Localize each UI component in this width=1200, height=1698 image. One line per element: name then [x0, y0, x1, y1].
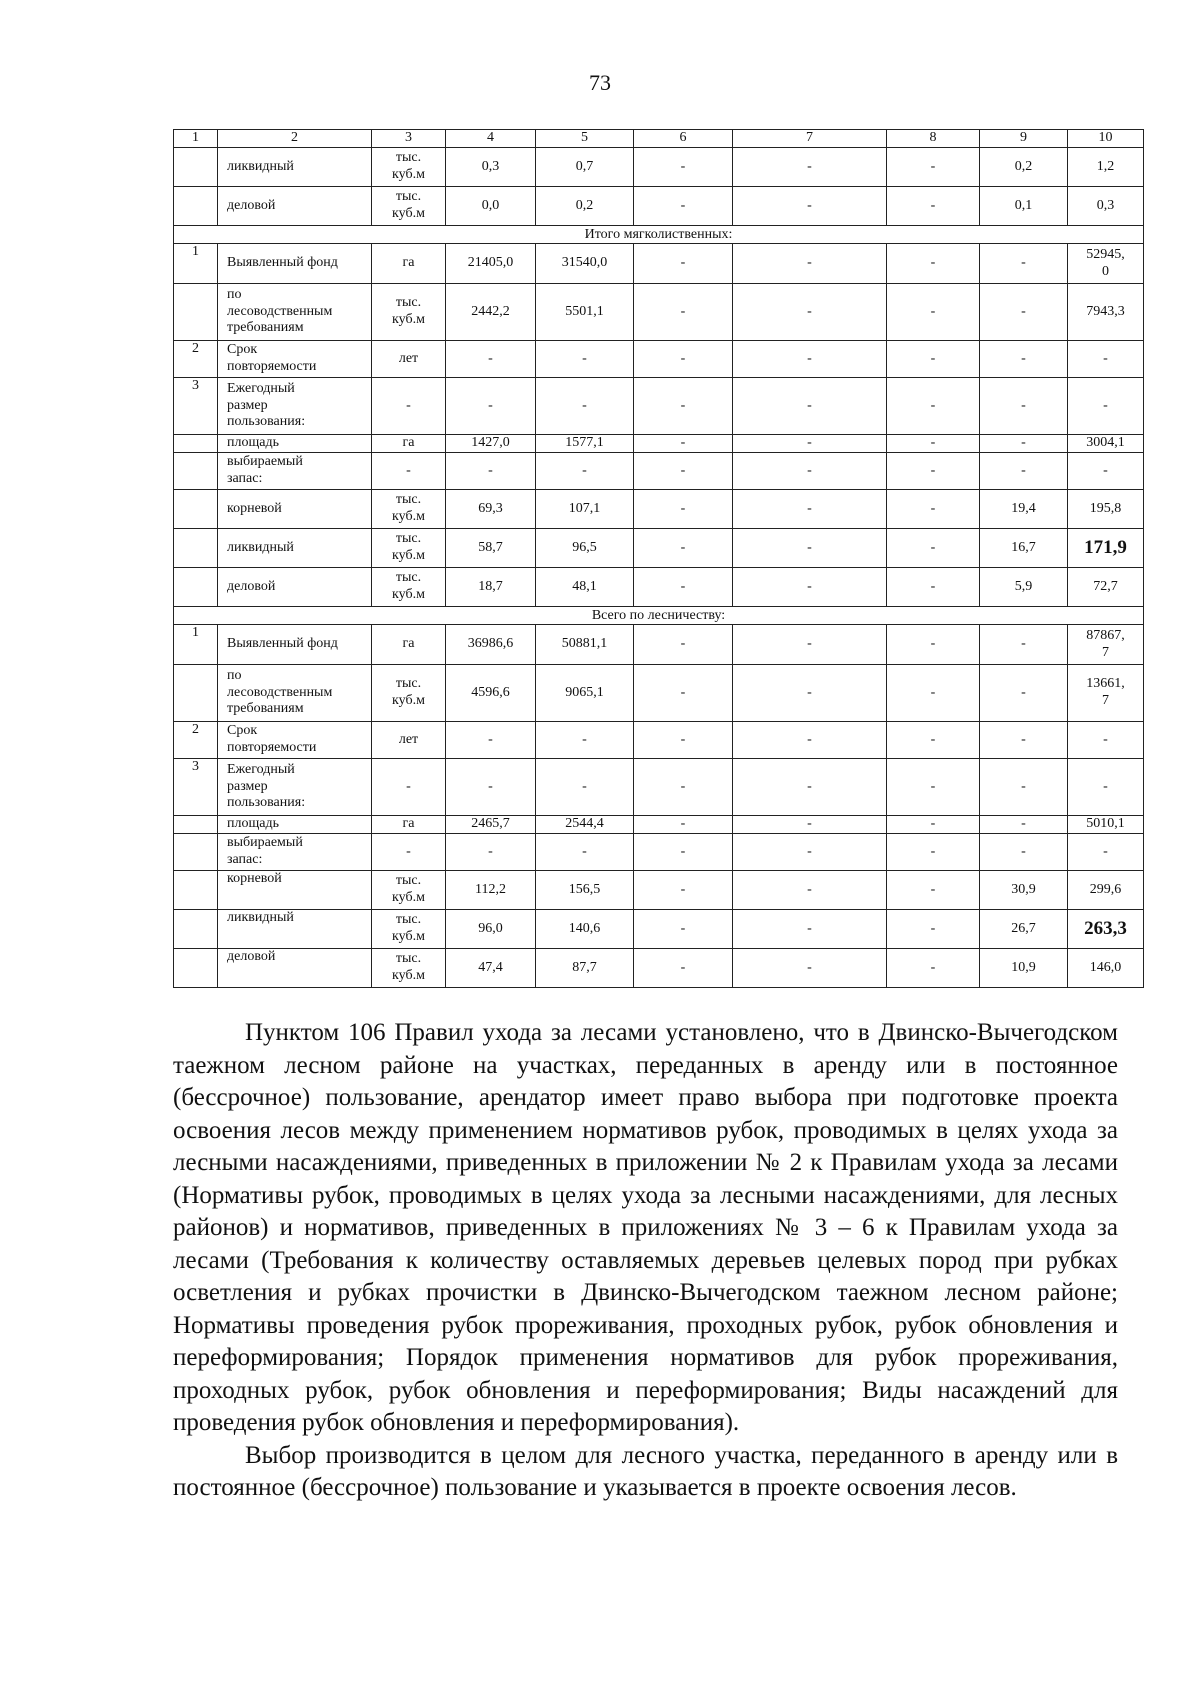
header-cell: 9	[980, 130, 1068, 148]
table-row	[174, 187, 1144, 226]
table-cell: 0,3	[1068, 187, 1144, 226]
table-cell: -	[634, 625, 733, 665]
table-cell: -	[733, 816, 887, 834]
page-number: 73	[589, 70, 611, 95]
table-cell: -	[733, 187, 887, 226]
table-cell: тыс. куб.м	[372, 949, 446, 988]
table-cell: -	[733, 529, 887, 568]
paragraph: Пунктом 106 Правил ухода за лесами установлено, что в Двинско-Вычегодском таежном лесном районе на участках, переданных в аренду или в постоянное (бессрочное) пользование, арендатор имеет право выбора при подготовке проекта освоения лесов между применением нормативов рубок, проводимых в целях ухода за лесными насаждениями, приведенных в приложении № 2 к Правилам ухода за лесами (Нормативы рубок, проводимых в целях ухода за лесными насаждениями, для лесных районов) и нормативов, приведенных в приложениях № 3 – 6 к Правилам ухода за лесами (Требования к количеству оставляемых деревьев целевых пород при рубках осветления и рубках прочистки в Двинско-Вычегодском таежном лесном районе; Нормативы проведения рубок прореживания, проходных рубок, рубок обновления и переформирования; Порядок применения нормативов для рубок прореживания, проходных рубок, рубок обновления и переформирования; Виды насаждений для проведения рубок обновления и переформирования).	[173, 1019, 1118, 1436]
table-row	[174, 910, 1144, 949]
table-cell: -	[733, 625, 887, 665]
table-cell: -	[887, 284, 980, 341]
table-cell: 31540,0	[536, 244, 634, 284]
table-cell: -	[887, 625, 980, 665]
row-label-cell: по лесоводственным требованиям	[218, 665, 372, 722]
table-cell: -	[634, 722, 733, 759]
row-label-cell: корневой	[218, 490, 372, 529]
table-cell: -	[446, 378, 536, 435]
table-cell: -	[634, 187, 733, 226]
table-cell: 9065,1	[536, 665, 634, 722]
row-label-cell: Срок повторяемости	[218, 341, 372, 378]
table-cell: -	[980, 759, 1068, 816]
table-cell: 5010,1	[1068, 816, 1144, 834]
table-cell: -	[733, 148, 887, 187]
header-cell: 7	[733, 130, 887, 148]
table-cell: -	[733, 834, 887, 871]
table-cell: -	[980, 834, 1068, 871]
table-cell: -	[634, 244, 733, 284]
table-cell: -	[634, 949, 733, 988]
row-number-cell: 1	[174, 625, 218, 665]
table-cell: тыс. куб.м	[372, 284, 446, 341]
table-cell: -	[634, 490, 733, 529]
table-cell: -	[887, 529, 980, 568]
table-cell: 1577,1	[536, 435, 634, 453]
table-cell: тыс. куб.м	[372, 910, 446, 949]
table-cell: 26,7	[980, 910, 1068, 949]
row-label-cell: деловой	[218, 949, 372, 988]
table-cell: -	[536, 341, 634, 378]
row-number-cell	[174, 816, 218, 834]
table-cell: 5,9	[980, 568, 1068, 607]
row-label-cell: Срок повторяемости	[218, 722, 372, 759]
table-cell: -	[980, 722, 1068, 759]
table-row	[174, 148, 1144, 187]
header-cell: 2	[218, 130, 372, 148]
row-number-cell: 1	[174, 244, 218, 284]
header-cell: 5	[536, 130, 634, 148]
table-cell: -	[1068, 378, 1144, 435]
row-number-cell: 2	[174, 341, 218, 378]
table-cell: -	[446, 759, 536, 816]
row-label-cell: деловой	[218, 187, 372, 226]
table-cell: -	[887, 187, 980, 226]
row-number-cell: 2	[174, 722, 218, 759]
table-cell: -	[634, 816, 733, 834]
row-label-cell: Выявленный фонд	[218, 244, 372, 284]
table-cell: -	[372, 453, 446, 490]
table-row	[174, 341, 1144, 378]
table-header-row	[174, 130, 1144, 148]
table-cell: -	[634, 341, 733, 378]
table-cell: 0,1	[980, 187, 1068, 226]
table-cell: 3004,1	[1068, 435, 1144, 453]
table-cell: -	[536, 834, 634, 871]
table-cell: 146,0	[1068, 949, 1144, 988]
table-row	[174, 490, 1144, 529]
row-number-cell	[174, 490, 218, 529]
table-cell: -	[1068, 759, 1144, 816]
table-cell: 1427,0	[446, 435, 536, 453]
table-cell: 87867, 7	[1068, 625, 1144, 665]
table-cell: 87,7	[536, 949, 634, 988]
table-cell: 72,7	[1068, 568, 1144, 607]
table-cell: 0,3	[446, 148, 536, 187]
table-cell: 48,1	[536, 568, 634, 607]
table-cell: -	[887, 722, 980, 759]
table-row	[174, 284, 1144, 341]
table-row	[174, 722, 1144, 759]
table-cell: -	[733, 378, 887, 435]
table-cell: 140,6	[536, 910, 634, 949]
table-cell: -	[733, 341, 887, 378]
table-cell: 21405,0	[446, 244, 536, 284]
table-cell: -	[733, 453, 887, 490]
table-cell: -	[980, 284, 1068, 341]
table-cell: 7943,3	[1068, 284, 1144, 341]
table-cell: -	[733, 910, 887, 949]
table-cell: 0,0	[446, 187, 536, 226]
table-cell: 47,4	[446, 949, 536, 988]
table-cell: -	[446, 834, 536, 871]
row-label-cell: деловой	[218, 568, 372, 607]
table-cell: -	[887, 148, 980, 187]
row-label-cell: корневой	[218, 871, 372, 910]
table-cell: 58,7	[446, 529, 536, 568]
row-label-cell: площадь	[218, 816, 372, 834]
table-cell: 69,3	[446, 490, 536, 529]
table-cell: -	[634, 148, 733, 187]
table-cell: -	[446, 341, 536, 378]
table-cell: -	[536, 378, 634, 435]
table-row	[174, 435, 1144, 453]
table-cell: 2465,7	[446, 816, 536, 834]
row-label-cell: Ежегодный размер пользования:	[218, 759, 372, 816]
row-number-cell: 3	[174, 759, 218, 816]
row-label-cell: выбираемый запас:	[218, 453, 372, 490]
table-row	[174, 816, 1144, 834]
table-cell: 10,9	[980, 949, 1068, 988]
paragraph: Выбор производится в целом для лесного участка, переданного в аренду или в постоянное (бессрочное) пользование и указывается в проекте освоения лесов.	[173, 1441, 1118, 1501]
row-number-cell	[174, 910, 218, 949]
row-label-cell: выбираемый запас:	[218, 834, 372, 871]
table-cell: 13661, 7	[1068, 665, 1144, 722]
table-cell: -	[1068, 453, 1144, 490]
table-cell: -	[634, 284, 733, 341]
table-cell: 96,5	[536, 529, 634, 568]
table-cell: -	[733, 665, 887, 722]
table-cell: 36986,6	[446, 625, 536, 665]
table-cell: тыс. куб.м	[372, 665, 446, 722]
table-cell: -	[634, 871, 733, 910]
table-cell: тыс. куб.м	[372, 871, 446, 910]
table-cell: -	[733, 244, 887, 284]
table-cell: -	[372, 834, 446, 871]
table-cell: 52945, 0	[1068, 244, 1144, 284]
table-row	[174, 625, 1144, 665]
table-cell: -	[733, 871, 887, 910]
table-cell: -	[634, 910, 733, 949]
row-number-cell	[174, 187, 218, 226]
row-number-cell	[174, 568, 218, 607]
header-cell: 10	[1068, 130, 1144, 148]
section-title: Всего по лесничеству:	[174, 607, 1144, 625]
table-cell: -	[887, 453, 980, 490]
row-number-cell	[174, 284, 218, 341]
row-label-cell: Выявленный фонд	[218, 625, 372, 665]
table-cell: га	[372, 816, 446, 834]
table-cell: -	[372, 378, 446, 435]
table-cell: 1,2	[1068, 148, 1144, 187]
table-cell: -	[536, 759, 634, 816]
table-cell: -	[887, 834, 980, 871]
table-cell: 50881,1	[536, 625, 634, 665]
table-cell: га	[372, 435, 446, 453]
table-cell: 19,4	[980, 490, 1068, 529]
table-cell: -	[887, 665, 980, 722]
table-cell: -	[980, 816, 1068, 834]
table-cell: лет	[372, 722, 446, 759]
section-row	[174, 226, 1144, 244]
table-cell: 0,7	[536, 148, 634, 187]
row-label-cell: ликвидный	[218, 910, 372, 949]
row-label-cell: площадь	[218, 435, 372, 453]
table-cell: 5501,1	[536, 284, 634, 341]
table-cell: -	[733, 435, 887, 453]
table-cell: -	[980, 625, 1068, 665]
header-cell: 8	[887, 130, 980, 148]
table-cell: -	[733, 759, 887, 816]
table-cell: 195,8	[1068, 490, 1144, 529]
table-body	[174, 130, 1144, 988]
table-cell: -	[887, 341, 980, 378]
table-cell: -	[887, 910, 980, 949]
table-cell: -	[980, 244, 1068, 284]
table-row	[174, 378, 1144, 435]
table-cell: -	[634, 529, 733, 568]
table-cell: 0,2	[536, 187, 634, 226]
table-cell: -	[634, 453, 733, 490]
row-label-cell: Ежегодный размер пользования:	[218, 378, 372, 435]
table-cell: 4596,6	[446, 665, 536, 722]
row-number-cell: 3	[174, 378, 218, 435]
table-cell: -	[887, 949, 980, 988]
table-cell: -	[372, 759, 446, 816]
table-cell: -	[887, 378, 980, 435]
row-number-cell	[174, 453, 218, 490]
table-cell: -	[446, 453, 536, 490]
table-cell: 171,9	[1068, 529, 1144, 568]
header-cell: 6	[634, 130, 733, 148]
table-cell: -	[634, 435, 733, 453]
section-title: Итого мягколиственных:	[174, 226, 1144, 244]
table-cell: 156,5	[536, 871, 634, 910]
row-number-cell	[174, 834, 218, 871]
row-number-cell	[174, 529, 218, 568]
header-cell: 1	[174, 130, 218, 148]
table-cell: 112,2	[446, 871, 536, 910]
table-cell: -	[887, 568, 980, 607]
table-cell: 263,3	[1068, 910, 1144, 949]
row-number-cell	[174, 148, 218, 187]
table-cell: -	[536, 722, 634, 759]
header-cell: 3	[372, 130, 446, 148]
table-cell: -	[733, 490, 887, 529]
table-cell: -	[980, 665, 1068, 722]
table-row	[174, 759, 1144, 816]
table-cell: -	[887, 435, 980, 453]
table-cell: -	[887, 871, 980, 910]
table-cell: лет	[372, 341, 446, 378]
table-cell: тыс. куб.м	[372, 148, 446, 187]
table-row	[174, 871, 1144, 910]
table-cell: тыс. куб.м	[372, 529, 446, 568]
table-cell: -	[980, 378, 1068, 435]
table-cell: -	[634, 378, 733, 435]
table-row	[174, 453, 1144, 490]
table-cell: -	[733, 284, 887, 341]
table-cell: -	[446, 722, 536, 759]
table-cell: -	[1068, 722, 1144, 759]
table-cell: 96,0	[446, 910, 536, 949]
table-cell: 30,9	[980, 871, 1068, 910]
table-cell: 2544,4	[536, 816, 634, 834]
table-cell: -	[733, 568, 887, 607]
table-cell: 107,1	[536, 490, 634, 529]
row-number-cell	[174, 435, 218, 453]
table-cell: -	[1068, 834, 1144, 871]
table-cell: тыс. куб.м	[372, 490, 446, 529]
table-row	[174, 529, 1144, 568]
table-cell: -	[634, 834, 733, 871]
table-cell: -	[980, 341, 1068, 378]
row-label-cell: ликвидный	[218, 148, 372, 187]
table-cell: 16,7	[980, 529, 1068, 568]
table-row	[174, 244, 1144, 284]
table-cell: -	[1068, 341, 1144, 378]
row-number-cell	[174, 871, 218, 910]
row-label-cell: ликвидный	[218, 529, 372, 568]
table-cell: -	[536, 453, 634, 490]
table-cell: тыс. куб.м	[372, 568, 446, 607]
table-cell: -	[887, 244, 980, 284]
table-cell: тыс. куб.м	[372, 187, 446, 226]
table-cell: га	[372, 244, 446, 284]
table-cell: 0,2	[980, 148, 1068, 187]
row-number-cell	[174, 665, 218, 722]
table-cell: 299,6	[1068, 871, 1144, 910]
table-cell: га	[372, 625, 446, 665]
table-cell: -	[634, 759, 733, 816]
table-cell: -	[634, 568, 733, 607]
table-cell: -	[887, 759, 980, 816]
table-cell: -	[634, 665, 733, 722]
section-row	[174, 607, 1144, 625]
table-cell: -	[887, 490, 980, 529]
table-row	[174, 949, 1144, 988]
table-cell: -	[733, 949, 887, 988]
table-cell: 2442,2	[446, 284, 536, 341]
table-cell: -	[980, 453, 1068, 490]
header-cell: 4	[446, 130, 536, 148]
forest-use-table	[173, 129, 1144, 988]
table-row	[174, 568, 1144, 607]
table-cell: 18,7	[446, 568, 536, 607]
table-row	[174, 665, 1144, 722]
row-label-cell: по лесоводственным требованиям	[218, 284, 372, 341]
row-number-cell	[174, 949, 218, 988]
table-row	[174, 834, 1144, 871]
body-text	[173, 1017, 1118, 1505]
table-cell: -	[980, 435, 1068, 453]
table-cell: -	[733, 722, 887, 759]
table-cell: -	[887, 816, 980, 834]
